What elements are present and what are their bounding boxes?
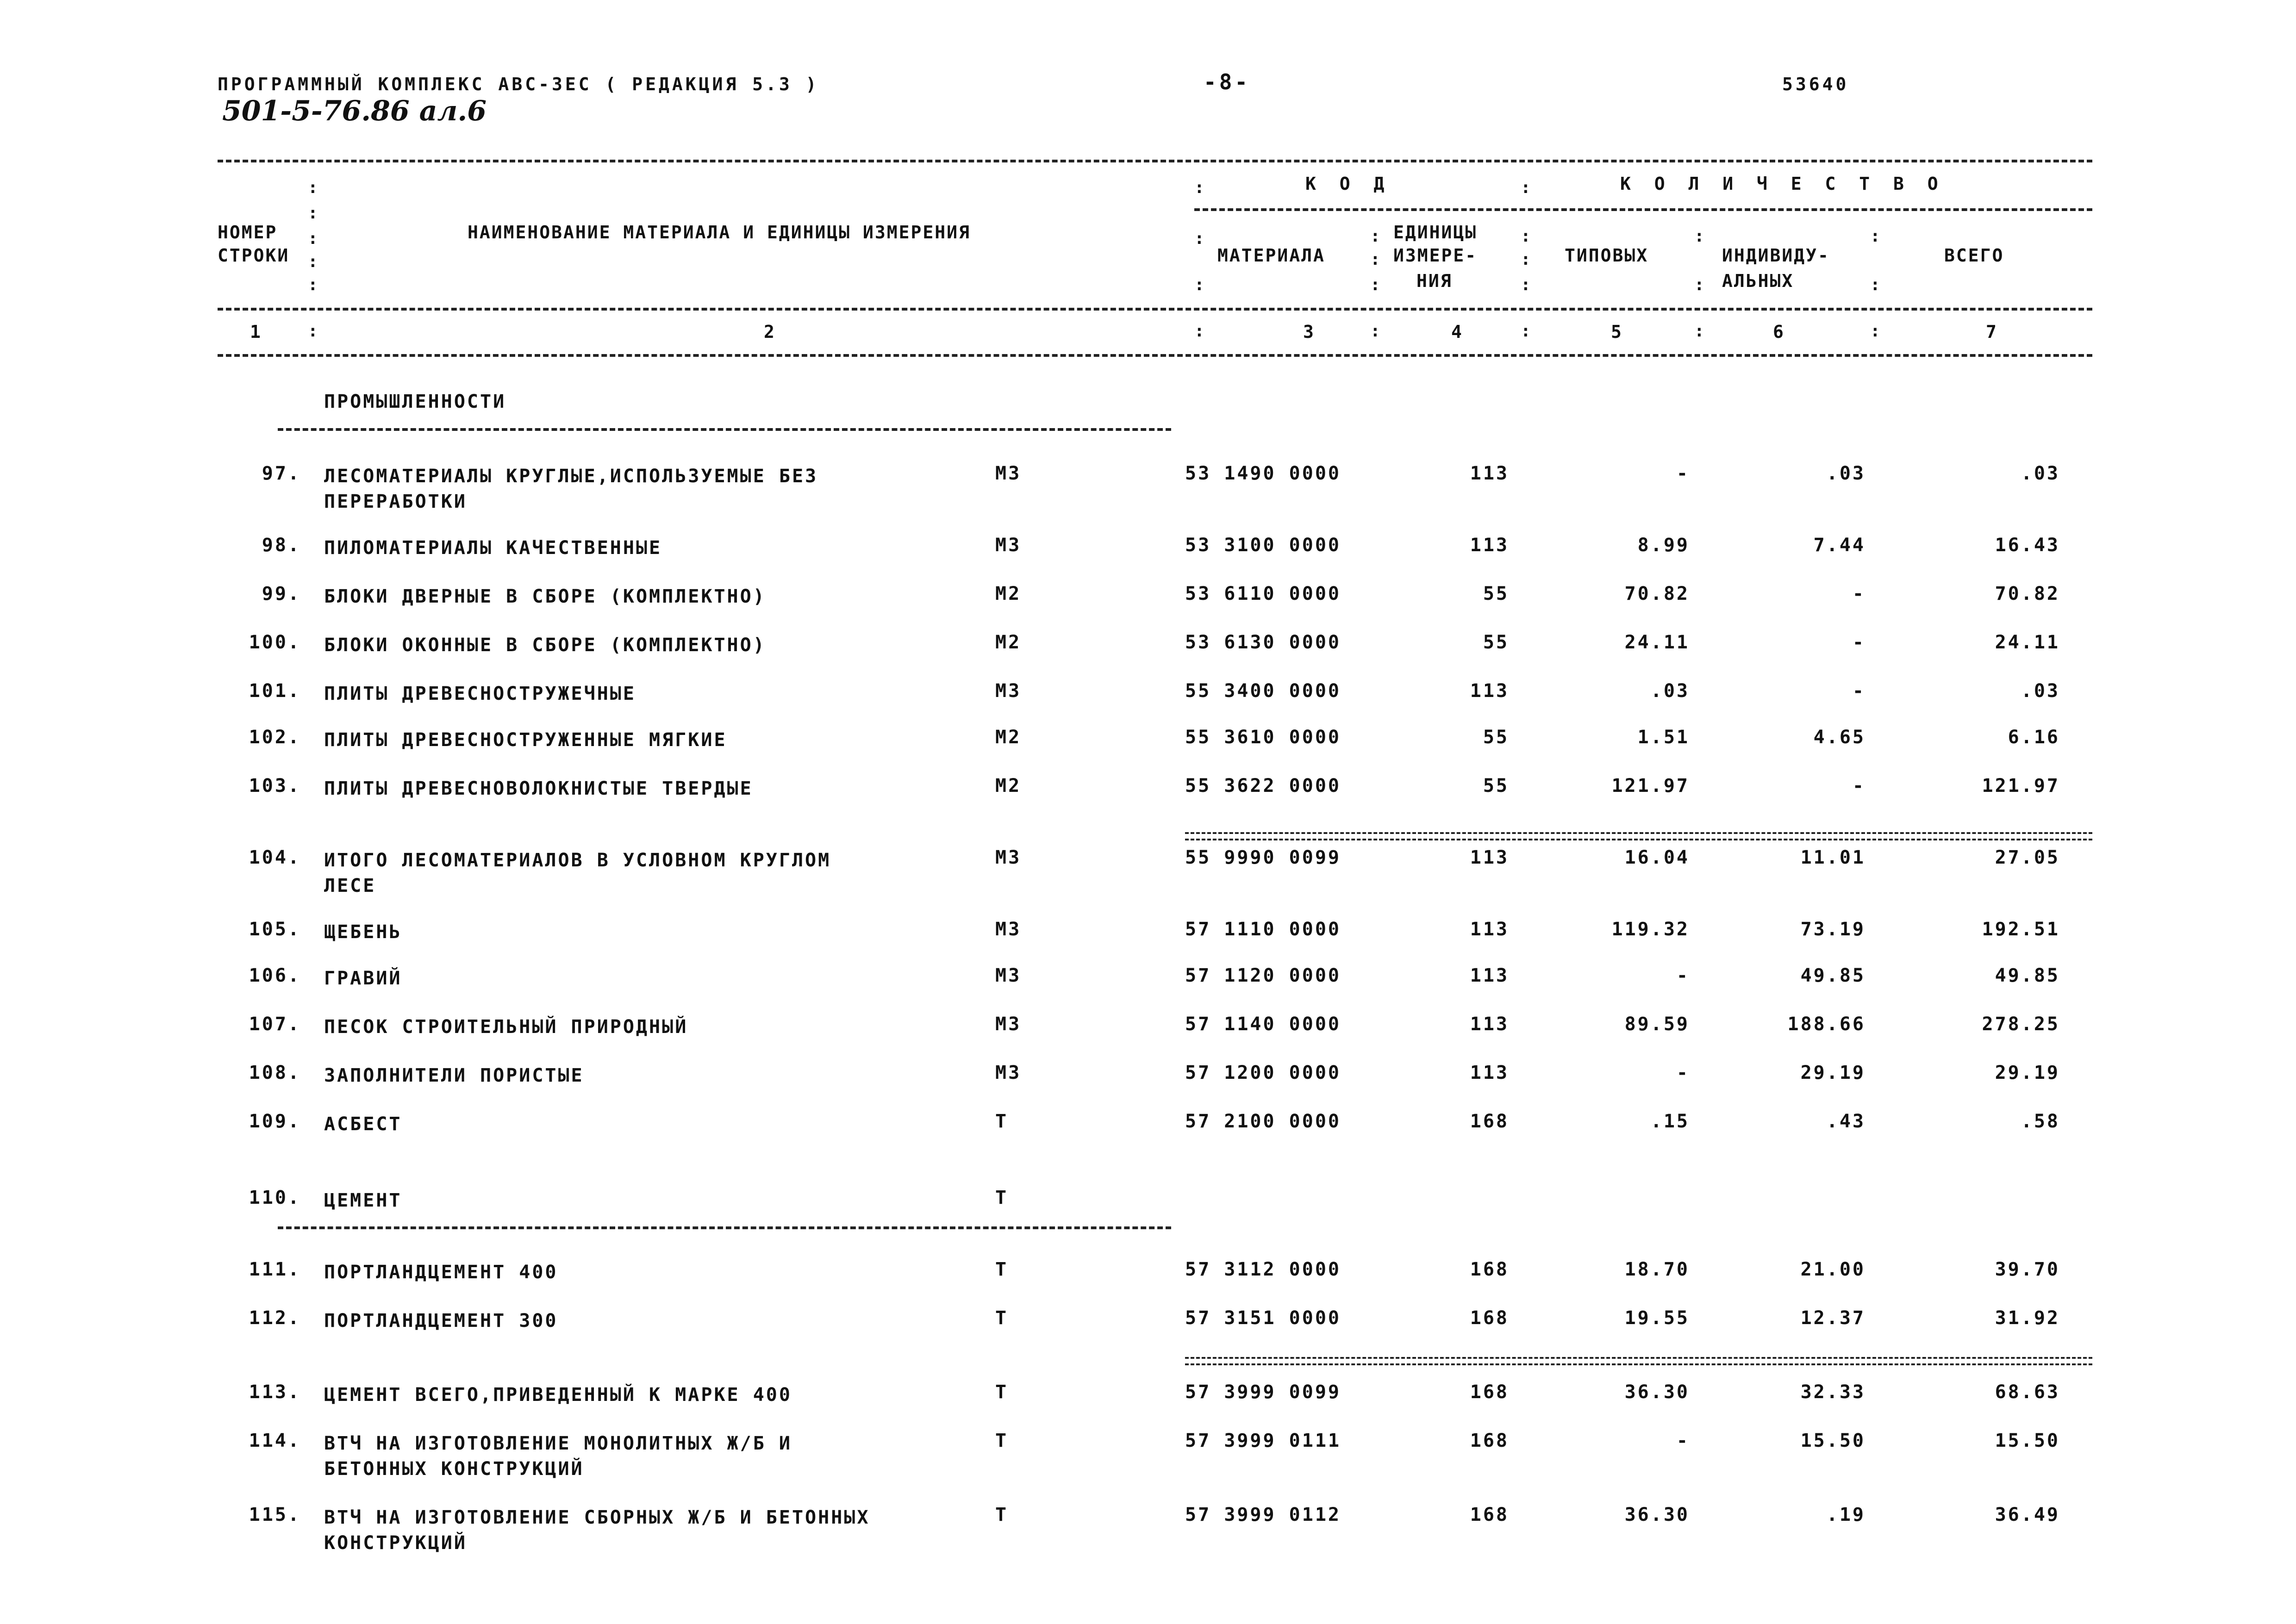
row-typical: 119.32 [1611, 919, 1690, 940]
row-typical: 36.30 [1624, 1504, 1690, 1525]
row-total: 192.51 [1982, 919, 2060, 940]
totals-separator-2 [1185, 1357, 2092, 1365]
row-number: 112. [249, 1307, 301, 1329]
row-typical: 121.97 [1611, 775, 1690, 796]
section-rule [278, 428, 1171, 431]
row-name: ИТОГО ЛЕСОМАТЕРИАЛОВ В УСЛОВНОМ КРУГЛОМ [324, 850, 831, 871]
header-material: МАТЕРИАЛА [1217, 245, 1325, 266]
row-name: ЩЕБЕНЬ [324, 921, 402, 943]
row-total: 15.50 [1995, 1430, 2060, 1451]
row-name: БЕТОННЫХ КОНСТРУКЦИЙ [324, 1458, 584, 1480]
rule-numbers-bottom [218, 354, 2092, 357]
row-name: ПЛИТЫ ДРЕВЕСНОВОЛОКНИСТЫЕ ТВЕРДЫЕ [324, 778, 753, 799]
row-material-code: 57 1140 0000 [1185, 1014, 1341, 1035]
row-total: 39.70 [1995, 1259, 2060, 1280]
row-typical: .03 [1650, 680, 1690, 702]
row-material-code: 57 1110 0000 [1185, 919, 1341, 940]
row-unit-code: 113 [1470, 847, 1509, 868]
rule-header-bottom [218, 308, 2092, 311]
header-row-num-1: НОМЕР [218, 222, 278, 243]
row-unit: М3 [995, 680, 1022, 702]
header-code-group: К О Д [1305, 174, 1391, 194]
row-individual: 73.19 [1800, 919, 1866, 940]
row-name: ЦЕМЕНТ ВСЕГО,ПРИВЕДЕННЫЙ К МАРКЕ 400 [324, 1384, 792, 1406]
row-total: 36.49 [1995, 1504, 2060, 1525]
row-individual: - [1852, 680, 1866, 702]
row-individual: - [1852, 775, 1866, 796]
row-name: ПЕРЕРАБОТКИ [324, 491, 467, 512]
row-unit: М3 [995, 1062, 1022, 1083]
row-number: 107. [249, 1014, 301, 1035]
row-number: 108. [249, 1062, 301, 1083]
doc-code: 53640 [1782, 74, 1849, 94]
header-total: ВСЕГО [1944, 245, 2004, 266]
row-unit-code: 113 [1470, 463, 1509, 484]
row-individual: - [1852, 583, 1866, 604]
row-total: 121.97 [1982, 775, 2060, 796]
row-total: 31.92 [1995, 1307, 2060, 1329]
row-material-code: 53 3100 0000 [1185, 535, 1341, 556]
row-number: 103. [249, 775, 301, 796]
page-number: -8- [1204, 69, 1251, 94]
row-individual: - [1852, 632, 1866, 653]
row-individual: 49.85 [1800, 965, 1866, 986]
row-number: 106. [249, 965, 301, 986]
row-number: 102. [249, 727, 301, 748]
row-name: ВТЧ НА ИЗГОТОВЛЕНИЕ МОНОЛИТНЫХ Ж/Б И [324, 1433, 792, 1454]
row-total: .03 [2021, 463, 2060, 484]
row-number: 98. [262, 535, 301, 556]
row-individual: .03 [1826, 463, 1866, 484]
row-unit-code: 168 [1470, 1111, 1509, 1132]
row-material-code: 57 2100 0000 [1185, 1111, 1341, 1132]
col-number-4: 4 [1451, 322, 1463, 342]
row-unit: Т [995, 1504, 1009, 1525]
col-number-2: 2 [764, 322, 776, 342]
row-name: КОНСТРУКЦИЙ [324, 1532, 467, 1554]
row-unit-code: 113 [1470, 1014, 1509, 1035]
row-material-code: 57 3999 0111 [1185, 1430, 1341, 1451]
row-unit: Т [995, 1187, 1009, 1208]
row-material-code: 57 3151 0000 [1185, 1307, 1341, 1329]
row-total: 49.85 [1995, 965, 2060, 986]
row-individual: 11.01 [1800, 847, 1866, 868]
row-total: 27.05 [1995, 847, 2060, 868]
row-individual: 4.65 [1813, 727, 1866, 748]
row-total: .03 [2021, 680, 2060, 702]
row-typical: - [1676, 1430, 1690, 1451]
row-typical: 89.59 [1624, 1014, 1690, 1035]
row-name: БЛОКИ ДВЕРНЫЕ В СБОРЕ (КОМПЛЕКТНО) [324, 586, 766, 607]
row-material-code: 53 6130 0000 [1185, 632, 1341, 653]
section-title: ПРОМЫШЛЕННОСТИ [324, 391, 506, 412]
row-number: 100. [249, 632, 301, 653]
row-name: АСБЕСТ [324, 1114, 402, 1135]
row-material-code: 57 3999 0099 [1185, 1381, 1341, 1403]
row-typical: 16.04 [1624, 847, 1690, 868]
rule-code-sub [1194, 208, 2092, 211]
header-unit-3: НИЯ [1416, 271, 1453, 291]
row-total: 29.19 [1995, 1062, 2060, 1083]
row-material-code: 53 1490 0000 [1185, 463, 1341, 484]
row-typical: 8.99 [1637, 535, 1690, 556]
col-number-7: 7 [1986, 322, 1998, 342]
row-number: 105. [249, 919, 301, 940]
row-name: ВТЧ НА ИЗГОТОВЛЕНИЕ СБОРНЫХ Ж/Б И БЕТОННЫХ [324, 1507, 870, 1528]
col-number-6: 6 [1773, 322, 1785, 342]
row-total: 278.25 [1982, 1014, 2060, 1035]
header-row-num-2: СТРОКИ [218, 245, 290, 266]
row-material-code: 55 3610 0000 [1185, 727, 1341, 748]
row-total: 68.63 [1995, 1381, 2060, 1403]
row-name: ЦЕМЕНТ [324, 1190, 402, 1211]
row-typical: - [1676, 965, 1690, 986]
row-unit-code: 55 [1483, 775, 1509, 796]
row-individual: 7.44 [1813, 535, 1866, 556]
header-name: НАИМЕНОВАНИЕ МАТЕРИАЛА И ЕДИНИЦЫ ИЗМЕРЕНИЯ [468, 222, 971, 243]
row-number: 111. [249, 1259, 301, 1280]
row-unit: М2 [995, 727, 1022, 748]
row-name: ГРАВИЙ [324, 968, 402, 989]
row-unit-code: 55 [1483, 727, 1509, 748]
row-material-code: 53 6110 0000 [1185, 583, 1341, 604]
row-unit: Т [995, 1381, 1009, 1403]
row-individual: .43 [1826, 1111, 1866, 1132]
row-material-code: 55 9990 0099 [1185, 847, 1341, 868]
row-material-code: 57 3112 0000 [1185, 1259, 1341, 1280]
row-name: БЛОКИ ОКОННЫЕ В СБОРЕ (КОМПЛЕКТНО) [324, 635, 766, 656]
row-typical: .15 [1650, 1111, 1690, 1132]
row-number: 104. [249, 847, 301, 868]
row-typical: 36.30 [1624, 1381, 1690, 1403]
header-individual-1: ИНДИВИДУ- [1722, 245, 1830, 266]
row-material-code: 57 1120 0000 [1185, 965, 1341, 986]
handwritten-reference: 501-5-76.86 ал.6 [222, 95, 487, 127]
row-name: ПОРТЛАНДЦЕМЕНТ 300 [324, 1310, 558, 1332]
program-title: ПРОГРАММНЫЙ КОМПЛЕКС АВС-ЗЕС ( РЕДАКЦИЯ 5.3 ) [218, 74, 819, 94]
row-unit-code: 113 [1470, 965, 1509, 986]
row-number: 114. [249, 1430, 301, 1451]
rule-top [218, 160, 2092, 162]
row-individual: .19 [1826, 1504, 1866, 1525]
row-individual: 12.37 [1800, 1307, 1866, 1329]
row-individual: 188.66 [1787, 1014, 1866, 1035]
row-material-code: 57 3999 0112 [1185, 1504, 1341, 1525]
row-material-code: 55 3400 0000 [1185, 680, 1341, 702]
row-unit: М3 [995, 463, 1022, 484]
col-number-1: 1 [250, 322, 262, 342]
row-unit: М3 [995, 965, 1022, 986]
row-unit-code: 168 [1470, 1307, 1509, 1329]
row-unit: М3 [995, 847, 1022, 868]
row-individual: 29.19 [1800, 1062, 1866, 1083]
row-total: .58 [2021, 1111, 2060, 1132]
row-typical: 24.11 [1624, 632, 1690, 653]
row-number: 110. [249, 1187, 301, 1208]
row-unit-code: 168 [1470, 1381, 1509, 1403]
row-unit-code: 168 [1470, 1259, 1509, 1280]
row-unit: Т [995, 1259, 1009, 1280]
header-unit-2: ИЗМЕРЕ- [1393, 245, 1478, 266]
row-name: ПЛИТЫ ДРЕВЕСНОСТРУЖЕЧНЫЕ [324, 683, 636, 704]
row-unit-code: 168 [1470, 1430, 1509, 1451]
row-unit-code: 55 [1483, 632, 1509, 653]
row-number: 113. [249, 1381, 301, 1403]
row-number: 99. [262, 583, 301, 604]
row-unit-code: 113 [1470, 1062, 1509, 1083]
row-typical: 18.70 [1624, 1259, 1690, 1280]
header-individual-2: АЛЬНЫХ [1722, 271, 1794, 291]
row-material-code: 57 1200 0000 [1185, 1062, 1341, 1083]
row-material-code: 55 3622 0000 [1185, 775, 1341, 796]
row-unit-code: 55 [1483, 583, 1509, 604]
row-unit-code: 113 [1470, 535, 1509, 556]
row-unit-code: 113 [1470, 919, 1509, 940]
header-typical: ТИПОВЫХ [1565, 245, 1649, 266]
row-number: 115. [249, 1504, 301, 1525]
row-unit: М2 [995, 632, 1022, 653]
row-unit: Т [995, 1111, 1009, 1132]
row-individual: 21.00 [1800, 1259, 1866, 1280]
header-quantity-group: К О Л И Ч Е С Т В О [1620, 174, 1945, 194]
row-unit: М2 [995, 583, 1022, 604]
row-typical: - [1676, 1062, 1690, 1083]
row-name: ЛЕСЕ [324, 875, 376, 896]
row-typical: 1.51 [1637, 727, 1690, 748]
row-unit: М3 [995, 535, 1022, 556]
row-name: ПИЛОМАТЕРИАЛЫ КАЧЕСТВЕННЫЕ [324, 537, 662, 559]
row-total: 24.11 [1995, 632, 2060, 653]
row-number: 101. [249, 680, 301, 702]
row-number: 97. [262, 463, 301, 484]
row-name: ПЕСОК СТРОИТЕЛЬНЫЙ ПРИРОДНЫЙ [324, 1016, 688, 1038]
row-individual: 15.50 [1800, 1430, 1866, 1451]
row-typical: - [1676, 463, 1690, 484]
row-unit: М2 [995, 775, 1022, 796]
cement-rule [278, 1226, 1171, 1229]
row-name: ПОРТЛАНДЦЕМЕНТ 400 [324, 1262, 558, 1283]
row-individual: 32.33 [1800, 1381, 1866, 1403]
row-name: ПЛИТЫ ДРЕВЕСНОСТРУЖЕННЫЕ МЯГКИЕ [324, 729, 727, 751]
row-unit-code: 168 [1470, 1504, 1509, 1525]
row-total: 6.16 [2008, 727, 2060, 748]
row-total: 70.82 [1995, 583, 2060, 604]
row-total: 16.43 [1995, 535, 2060, 556]
header-unit-1: ЕДИНИЦЫ [1393, 222, 1478, 243]
row-unit: М3 [995, 1014, 1022, 1035]
col-number-5: 5 [1611, 322, 1623, 342]
row-name: ЛЕСОМАТЕРИАЛЫ КРУГЛЫЕ,ИСПОЛЬЗУЕМЫЕ БЕЗ [324, 466, 818, 487]
row-unit: М3 [995, 919, 1022, 940]
row-number: 109. [249, 1111, 301, 1132]
totals-separator-1 [1185, 832, 2092, 840]
row-unit-code: 113 [1470, 680, 1509, 702]
row-typical: 70.82 [1624, 583, 1690, 604]
row-typical: 19.55 [1624, 1307, 1690, 1329]
col-number-3: 3 [1303, 322, 1315, 342]
row-unit: Т [995, 1307, 1009, 1329]
row-name: ЗАПОЛНИТЕЛИ ПОРИСТЫЕ [324, 1065, 584, 1086]
row-unit: Т [995, 1430, 1009, 1451]
